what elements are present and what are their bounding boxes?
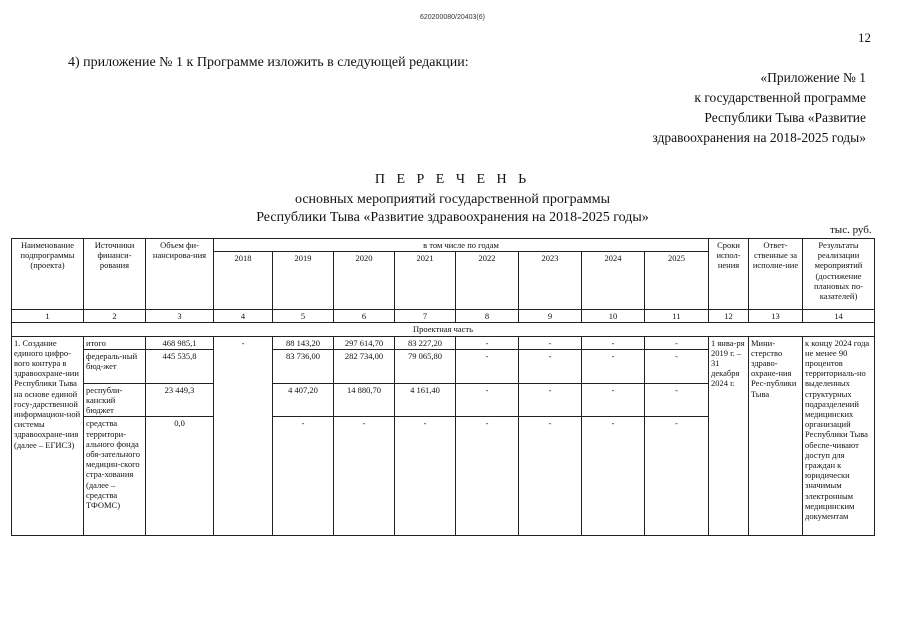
item-name: 1. Создание единого цифро-вого контура в здравоохране-нии Республики Тыва на основе единой госу-дарственной информацион-ной системы здравоохране-ния (далее – ЕГИСЗ) — [12, 336, 84, 536]
column-numbers-row — [12, 310, 875, 323]
value-cell: - — [334, 417, 395, 536]
value-cell: 4 161,40 — [395, 383, 456, 417]
intro-text: 4) приложение № 1 к Программе изложить в следующей редакции: — [68, 55, 469, 70]
value-cell: 83 227,20 — [395, 336, 456, 349]
value-cell: - — [582, 336, 645, 349]
value-cell: - — [645, 417, 709, 536]
value-cell: - — [519, 336, 582, 349]
col-header-results: Результаты реализации мероприятий (достижение плановых по-казателей) — [803, 239, 875, 310]
value-cell: 297 614,70 — [334, 336, 395, 349]
col-header-name: Наименование подпрограммы (проекта) — [12, 239, 84, 310]
value-cell: 83 736,00 — [273, 349, 334, 383]
annex-line: к государственной программе — [694, 90, 866, 105]
document-title: П Е Р Е Ч Е Н Ь — [374, 172, 531, 187]
measures-table — [11, 238, 875, 536]
value-cell: 14 880,70 — [334, 383, 395, 417]
column-number: 3 — [146, 310, 214, 323]
column-number: 11 — [645, 310, 709, 323]
terms-cell: 1 янва-ря 2019 г. – 31 декабря 2024 г. — [709, 336, 749, 536]
volume-cell: 468 985,1 — [146, 336, 214, 349]
value-cell: - — [519, 383, 582, 417]
page-number: 12 — [858, 30, 871, 45]
source-cell: федераль-ный бюд-жет — [84, 349, 146, 383]
year-header: 2023 — [519, 252, 582, 310]
value-cell: - — [645, 336, 709, 349]
year-header: 2024 — [582, 252, 645, 310]
source-cell: итого — [84, 336, 146, 349]
column-number: 7 — [395, 310, 456, 323]
column-number: 4 — [214, 310, 273, 323]
value-cell: - — [645, 349, 709, 383]
year-header: 2025 — [645, 252, 709, 310]
value-cell — [214, 383, 273, 417]
subtitle-line: основных мероприятий государственной программы — [294, 192, 610, 207]
table-row — [12, 336, 875, 349]
subtitle-line: Республики Тыва «Развитие здравоохранения на 2018-2025 годы» — [256, 210, 649, 225]
year-header: 2019 — [273, 252, 334, 310]
volume-cell: 445 535,8 — [146, 349, 214, 383]
value-cell: - — [519, 349, 582, 383]
column-number: 5 — [273, 310, 334, 323]
value-cell: 4 407,20 — [273, 383, 334, 417]
value-cell: 79 065,80 — [395, 349, 456, 383]
section-title: Проектная часть — [12, 323, 875, 336]
column-number: 12 — [709, 310, 749, 323]
year-header: 2022 — [456, 252, 519, 310]
column-number: 9 — [519, 310, 582, 323]
annex-line: здравоохранения на 2018-2025 годы» — [652, 130, 866, 145]
annex-header — [560, 68, 866, 148]
results-cell: к концу 2024 года не менее 90 процентов территориаль-но выделенных структурных подразделений медицинских организаций Республики Тыва обеспе-чивают доступ для граждан к юридически значимым электронным медицинским документам — [803, 336, 875, 536]
value-cell: - — [395, 417, 456, 536]
value-cell: - — [456, 417, 519, 536]
annex-line: Республики Тыва «Развитие — [704, 110, 866, 125]
volume-cell: 0,0 — [146, 417, 214, 536]
source-cell: республи-канский бюджет — [84, 383, 146, 417]
col-header-terms: Сроки испол-нения — [709, 239, 749, 310]
header-row — [12, 239, 875, 252]
document-code: 620200080/20403(6) — [419, 14, 485, 21]
value-cell: - — [519, 417, 582, 536]
col-header-including-years: в том числе по годам — [214, 239, 709, 252]
year-header: 2018 — [214, 252, 273, 310]
column-number: 14 — [803, 310, 875, 323]
column-number: 8 — [456, 310, 519, 323]
value-cell: - — [582, 383, 645, 417]
value-cell: 282 734,00 — [334, 349, 395, 383]
col-header-responsible: Ответ-ственные за исполне-ние — [749, 239, 803, 310]
annex-line: «Приложение № 1 — [760, 70, 866, 85]
document-subtitle — [0, 191, 905, 227]
source-cell: средства территори-ального фонда обя-зательного медицин-ского стра-хования (далее – средства ТФОМС) — [84, 417, 146, 536]
value-cell: - — [456, 336, 519, 349]
column-number: 1 — [12, 310, 84, 323]
year-header: 2020 — [334, 252, 395, 310]
volume-cell: 23 449,3 — [146, 383, 214, 417]
col-header-volume: Объем фи-нансирова-ния — [146, 239, 214, 310]
value-cell: - — [582, 417, 645, 536]
responsible-cell: Мини-стерство здраво-охране-ния Рес-публики Тыва — [749, 336, 803, 536]
value-cell — [214, 349, 273, 383]
value-cell: - — [456, 349, 519, 383]
col-header-sources: Источники финанси-рования — [84, 239, 146, 310]
value-cell: - — [214, 336, 273, 349]
value-cell: 88 143,20 — [273, 336, 334, 349]
column-number: 10 — [582, 310, 645, 323]
section-row — [12, 323, 875, 336]
units-label: тыс. руб. — [830, 224, 872, 236]
value-cell: - — [273, 417, 334, 536]
value-cell: - — [456, 383, 519, 417]
value-cell — [214, 417, 273, 536]
value-cell: - — [645, 383, 709, 417]
column-number: 2 — [84, 310, 146, 323]
column-number: 13 — [749, 310, 803, 323]
year-header: 2021 — [395, 252, 456, 310]
column-number: 6 — [334, 310, 395, 323]
value-cell: - — [582, 349, 645, 383]
